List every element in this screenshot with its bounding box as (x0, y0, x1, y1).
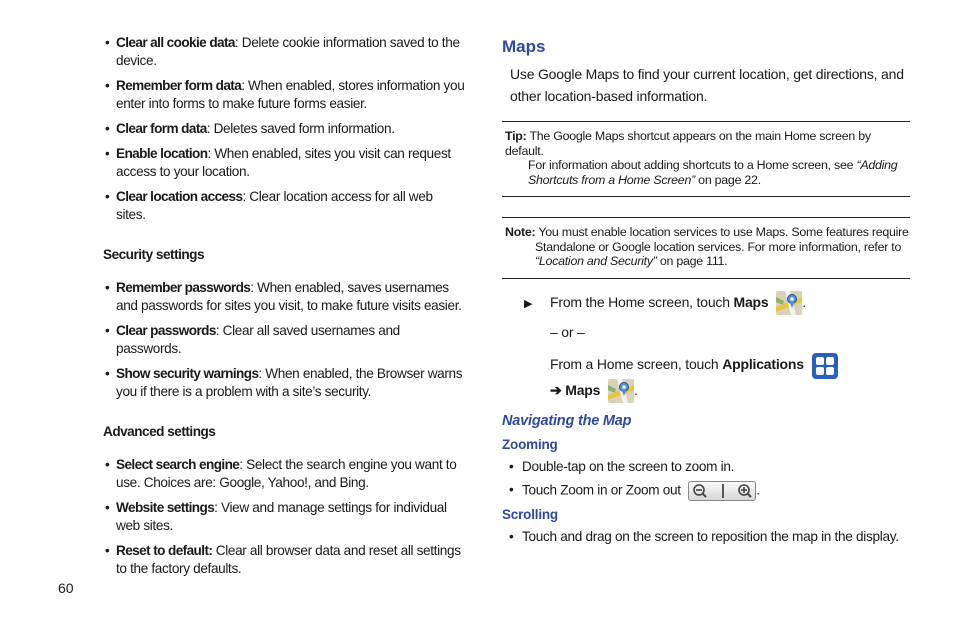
settings-item (103, 120, 465, 138)
step-3 (502, 379, 910, 403)
settings-item-desc: : Deletes saved form information. (206, 121, 395, 136)
scrolling-heading: Scrolling (502, 507, 558, 523)
left-column (103, 34, 465, 585)
step-1 (502, 291, 910, 315)
zoom-out-icon (694, 485, 706, 497)
zooming-heading: Zooming (502, 437, 558, 453)
settings-item-term: Select search engine (116, 457, 240, 472)
settings-item (103, 322, 465, 358)
settings-item-term: Remember form data (116, 78, 242, 93)
settings-item-term: Remember passwords (116, 280, 251, 295)
step-3-maps-label: Maps (565, 382, 601, 399)
tip-box (502, 121, 910, 197)
settings-item-term: Clear passwords (116, 323, 216, 338)
step-1-text: From the Home screen, touch (550, 293, 734, 310)
settings-item-desc: : When enabled, the Browser warns you if there is a problem with a site’s security. (116, 366, 463, 399)
step-1-end: . (802, 293, 806, 310)
settings-item-term: Website settings (116, 500, 215, 515)
step-1-maps-label: Maps (733, 293, 769, 310)
step-2-applications-label: Applications (722, 355, 804, 372)
note-label: Note: (505, 225, 536, 239)
advanced-settings-list (103, 456, 465, 578)
settings-item-desc: : Clear location access for all web sites. (116, 189, 433, 222)
step-3-end: . (633, 382, 638, 399)
settings-item-desc: : When enabled, saves usernames and passwords for sites you visit, to make future visits easier. (116, 280, 462, 313)
settings-item-desc: : When enabled, sites you visit can request access to your location. (116, 146, 451, 179)
zoom-item-2-end: . (756, 482, 760, 498)
note-page-ref: on page 111. (656, 254, 728, 268)
zoom-item-1: • Double-tap on the screen to zoom in. (502, 458, 910, 476)
tip-page-ref: on page 22. (694, 172, 761, 187)
step-3-arrow: ➔ (550, 382, 566, 399)
applications-icon (812, 353, 838, 377)
settings-item (103, 499, 465, 535)
tip-line2: For information about adding shortcuts to a Home screen, see (528, 158, 857, 172)
settings-item-term: Reset to default: (116, 543, 213, 558)
note-line2: Standalone or Google location services. For more information, refer to (535, 239, 902, 254)
settings-item-term: Enable location (116, 146, 208, 161)
settings-item-term: Show security warnings (116, 366, 259, 381)
or-separator: – or – (550, 323, 585, 340)
settings-item-desc: : Delete cookie information saved to the device. (116, 35, 460, 68)
zoom-item-2-text: Touch Zoom in or Zoom out (522, 482, 681, 498)
maps-title: Maps (502, 37, 546, 56)
settings-item-desc: Clear all browser data and reset all settings to the factory defaults. (116, 543, 461, 576)
note-box (502, 217, 910, 279)
note-link[interactable]: “Location and Security” (535, 254, 657, 268)
settings-item-term: Clear form data (116, 121, 207, 136)
settings-item-desc: : Select the search engine you want to use. Choices are: Google, Yahoo!, and Bing. (116, 457, 457, 490)
note-line1: You must enable location services to use Maps. Some features require (535, 225, 909, 239)
tip-label: Tip: (505, 129, 527, 143)
settings-item-term: Clear all cookie data (116, 35, 235, 50)
settings-item (103, 34, 465, 70)
security-settings-list (103, 279, 465, 401)
settings-item (103, 188, 465, 224)
settings-item-term: Clear location access (116, 189, 243, 204)
settings-item (103, 365, 465, 401)
tip-link-end[interactable]: Shortcuts from a Home Screen” (528, 172, 695, 187)
advanced-settings-heading: Advanced settings (103, 424, 216, 439)
step-arrow-icon: ▶ (524, 297, 533, 310)
settings-item (103, 279, 465, 315)
zoom-item-2 (502, 481, 910, 501)
browser-privacy-list (103, 34, 465, 224)
settings-item (103, 77, 465, 113)
tip-line1: The Google Maps shortcut appears on the main Home screen by default. (505, 129, 871, 158)
maps-icon (776, 291, 802, 315)
settings-item-desc: : When enabled, stores information you enter into forms to make future forms easier. (116, 78, 465, 111)
settings-item-desc: : Clear all saved usernames and passwords. (116, 323, 400, 356)
zoom-in-icon (739, 485, 751, 497)
settings-item (103, 542, 465, 578)
security-settings-heading: Security settings (103, 247, 205, 262)
zoom-control (688, 481, 756, 501)
scroll-item-1: • Touch and drag on the screen to reposition the map in the display. (502, 528, 910, 546)
maps-icon (608, 379, 634, 403)
right-column (502, 34, 910, 551)
page-number: 60 (58, 580, 74, 596)
step-2-text: From a Home screen, touch (550, 355, 723, 372)
maps-intro: Use Google Maps to find your current location, get directions, and other location-based information. (510, 66, 904, 104)
settings-item (103, 145, 465, 181)
settings-item-desc: : View and manage settings for individual web sites. (116, 500, 447, 533)
step-2 (502, 353, 910, 377)
navigating-map-heading: Navigating the Map (502, 413, 632, 430)
tip-link-start[interactable]: “Adding (856, 158, 898, 172)
settings-item (103, 456, 465, 492)
